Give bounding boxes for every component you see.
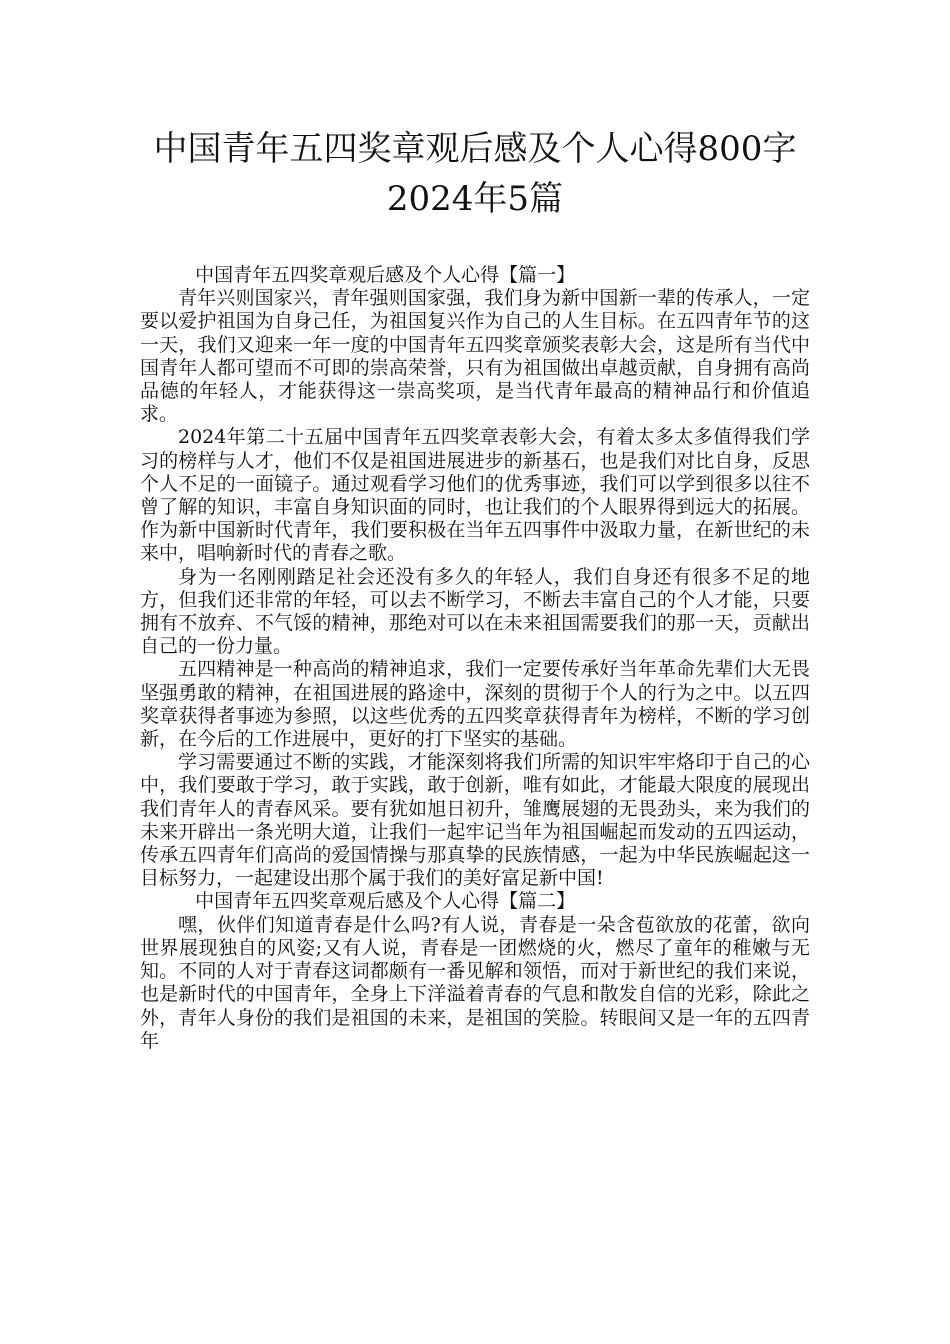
paragraph: 身为一名刚刚踏足社会还没有多久的年轻人，我们自身还有很多不足的地方，但我们还非常的年轻，可以去不断学习，不断去丰富自己的个人才能，只要拥有不放弃、不气馁的精神，那绝对可以在未来祖国需要我们的那一天，贡献出自己的一份力量。 bbox=[140, 565, 810, 658]
paragraph: 学习需要通过不断的实践，才能深刻将我们所需的知识牢牢烙印于自己的心中，我们要敢于学习，敢于实践，敢于创新，唯有如此，才能最大限度的展现出我们青年人的青春风采。要有犹如旭日初升，雏鹰展翅的无畏劲头，来为我们的未来开辟出一条光明大道，让我们一起牢记当年为祖国崛起而发动的五四运动，传承五四青年们高尚的爱国情操与那真挚的民族情感，一起为中华民族崛起这一目标努力，一起建设出那个属于我们的美好富足新中国! bbox=[140, 751, 810, 890]
paragraph: 2024年第二十五届中国青年五四奖章表彰大会，有着太多太多值得我们学习的榜样与人才，他们不仅是祖国进展进步的新基石，也是我们对比自身，反思个人不足的一面镜子。通过观看学习他们的优秀事迹，我们可以学到很多以往不曾了解的知识，丰富自身知识面的同时，也让我们的个人眼界得到远大的拓展。作为新中国新时代青年，我们要积极在当年五四事件中汲取力量，在新世纪的未来中，唱响新时代的青春之歌。 bbox=[140, 426, 810, 565]
paragraph: 五四精神是一种高尚的精神追求，我们一定要传承好当年革命先辈们大无畏坚强勇敢的精神，在祖国进展的路途中，深刻的贯彻于个人的行为之中。以五四奖章获得者事迹为参照，以这些优秀的五四奖章获得青年为榜样，不断的学习创新，在今后的工作进展中，更好的打下坚实的基础。 bbox=[140, 658, 810, 751]
document-title: 中国青年五四奖章观后感及个人心得800字2024年5篇 bbox=[153, 129, 797, 219]
document-body bbox=[140, 264, 810, 1053]
paragraph: 青年兴则国家兴，青年强则国家强，我们身为新中国新一辈的传承人，一定要以爱护祖国为自身己任，为祖国复兴作为自己的人生目标。在五四青年节的这一天，我们又迎来一年一度的中国青年五四奖章颁奖表彰大会，这是所有当代中国青年人都可望而不可即的崇高荣誉，只有为祖国做出卓越贡献，自身拥有高尚品德的年轻人，才能获得这一崇高奖项，是当代青年最高的精神品行和价值追求。 bbox=[140, 287, 810, 426]
paragraph: 嘿，伙伴们知道青春是什么吗?有人说，青春是一朵含苞欲放的花蕾，欲向世界展现独自的风姿;又有人说，青春是一团燃烧的火，燃尽了童年的稚嫩与无知。不同的人对于青春这词都颇有一番见解和领悟，而对于新世纪的我们来说，也是新时代的中国青年，全身上下洋溢着青春的气息和散发自信的光彩，除此之外，青年人身份的我们是祖国的未来，是祖国的笑脸。转眼间又是一年的五四青年 bbox=[140, 913, 810, 1052]
section-heading: 中国青年五四奖章观后感及个人心得【篇一】 bbox=[195, 264, 576, 286]
section-heading: 中国青年五四奖章观后感及个人心得【篇二】 bbox=[195, 890, 576, 913]
